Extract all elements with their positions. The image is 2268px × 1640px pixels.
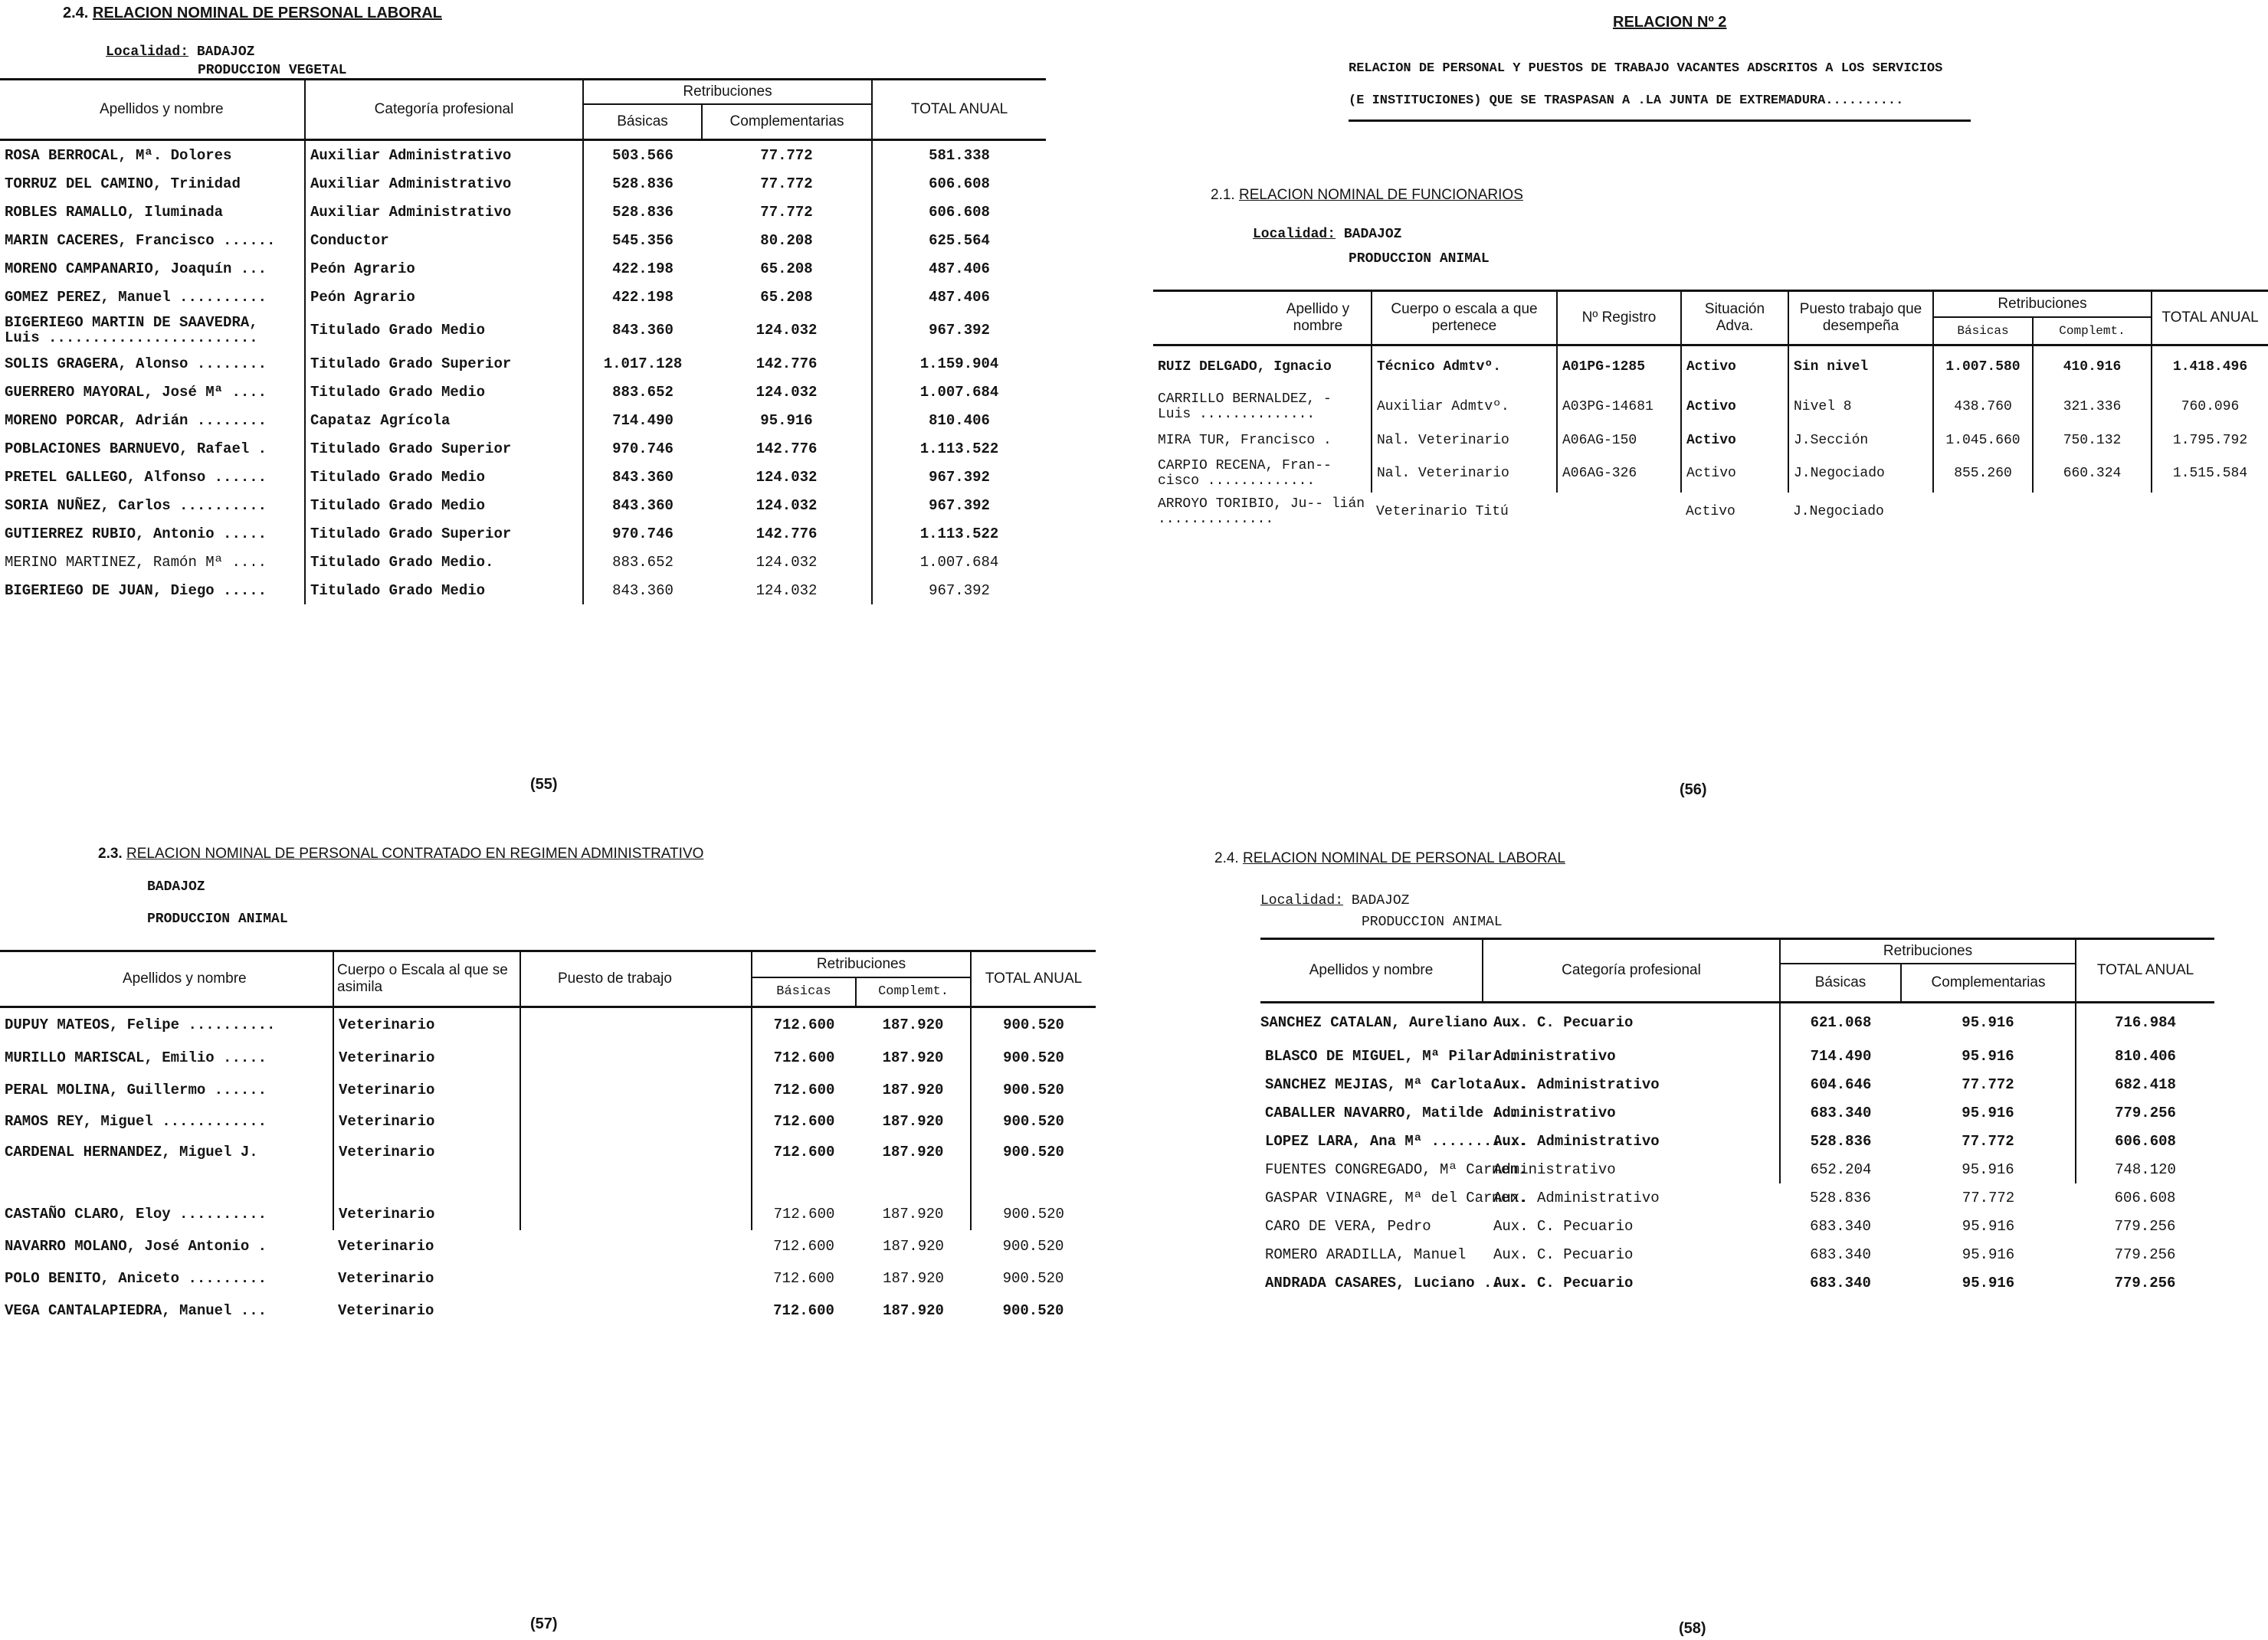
col-cuerpo: Cuerpo o Escala al que se asimila (333, 951, 520, 1007)
table-row: CARPIO RECENA, Fran-- cisco ............. Nal. Veterinario A06AG-326 Activo J.Negociado 855.260 660.324 1.515.584 (1153, 454, 2268, 493)
table-row: NAVARRO MOLANO, José Antonio . Veterinario 712.600 187.920 900.520 (5, 1238, 1064, 1255)
page-number: (56) (1680, 781, 1707, 798)
col-basicas: Básicas (1780, 964, 1901, 1003)
table-row: CARRILLO BERNALDEZ, - Luis .............. Auxiliar Admtvº. A03PG-14681 Activo Nivel 8 438.760 321.336 760.096 (1153, 388, 2268, 426)
locality-line: Localidad: BADAJOZ (1260, 893, 1410, 908)
col-retribuciones: Retribuciones (583, 80, 872, 105)
table-row: DUPUY MATEOS, Felipe .......... Veterinario 712.600 187.920 900.520 (0, 1007, 1096, 1043)
page-number: (55) (530, 776, 558, 793)
table-row: ROMERO ARADILLA, Manuel Aux. C. Pecuario 683.340 95.916 779.256 (1265, 1246, 2176, 1263)
table-row: VEGA CANTALAPIEDRA, Manuel ... Veterinario 712.600 187.920 900.520 (5, 1302, 1064, 1319)
col-total: TOTAL ANUAL (2076, 939, 2214, 1003)
relacion-line-1: RELACION DE PERSONAL Y PUESTOS DE TRABAJO VACANTES ADSCRITOS A LOS SERVICIOS (1349, 61, 1943, 76)
section-heading: 2.1. RELACION NOMINAL DE FUNCIONARIOS (1211, 187, 1523, 203)
col-complem: Complemt. (856, 977, 971, 1007)
divider (1349, 119, 1971, 122)
table-row: LOPEZ LARA, Ana Mª ........... Aux. Administrativo 528.836 77.772 606.608 (1260, 1127, 2214, 1155)
col-cuerpo: Cuerpo o escala a que pertenece (1372, 291, 1557, 345)
table-row: GOMEZ PEREZ, Manuel .......... Peón Agrario 422.198 65.208 487.406 (0, 283, 1046, 311)
col-name: Apellido y nombre (1153, 291, 1372, 345)
table-row: MORENO CAMPANARIO, Joaquín ... Peón Agrario 422.198 65.208 487.406 (0, 254, 1046, 283)
table-row: CABALLER NAVARRO, Matilde .... Administrativo 683.340 95.916 779.256 (1260, 1098, 2214, 1127)
service-line: PRODUCCION ANIMAL (1362, 915, 1503, 930)
table-row: POBLACIONES BARNUEVO, Rafael . Titulado Grado Superior 970.746 142.776 1.113.522 (0, 434, 1046, 463)
col-total: TOTAL ANUAL (2152, 291, 2268, 345)
col-basicas: Básicas (583, 104, 702, 140)
section-heading: 2.3. RELACION NOMINAL DE PERSONAL CONTRATADO EN REGIMEN ADMINISTRATIVO (98, 846, 704, 862)
table-row: RUIZ DELGADO, Ignacio Técnico Admtvº. A01PG-1285 Activo Sin nivel 1.007.580 410.916 1.418.496 (1153, 345, 2268, 388)
col-name: Apellidos y nombre (0, 80, 305, 140)
col-category: Categoría profesional (1483, 939, 1780, 1003)
col-situacion: Situación Adva. (1681, 291, 1788, 345)
col-name: Apellidos y nombre (0, 951, 333, 1007)
col-retribuciones: Retribuciones (752, 951, 971, 978)
service-line: PRODUCCION ANIMAL (1349, 251, 1490, 267)
page-56 (1123, 0, 2259, 820)
page-57 (0, 820, 1123, 1640)
section-heading: 2.4. RELACION NOMINAL DE PERSONAL LABORAL (1214, 850, 1565, 866)
table-row: MORENO PORCAR, Adrián ........ Capataz Agrícola 714.490 95.916 810.406 (0, 406, 1046, 434)
table-row: SORIA NUÑEZ, Carlos .......... Titulado Grado Medio 843.360 124.032 967.392 (0, 491, 1046, 519)
funcionarios-table (1153, 290, 2268, 531)
locality-line: Localidad: BADAJOZ (1253, 227, 1402, 242)
table-row: MERINO MARTINEZ, Ramón Mª .... Titulado Grado Medio. 883.652 124.032 1.007.684 (0, 548, 1046, 576)
locality-line: Localidad: BADAJOZ (106, 44, 255, 60)
table-row: PERAL MOLINA, Guillermo ...... Veterinario 712.600 187.920 900.520 (0, 1074, 1096, 1106)
table-row: MURILLO MARISCAL, Emilio ..... Veterinario 712.600 187.920 900.520 (0, 1042, 1096, 1074)
table-row: CASTAÑO CLARO, Eloy .......... Veterinario 712.600 187.920 900.520 (0, 1198, 1096, 1230)
table-row: CARO DE VERA, Pedro Aux. C. Pecuario 683.340 95.916 779.256 (1265, 1217, 2176, 1235)
relacion-title: RELACION Nº 2 (1613, 14, 1727, 31)
col-retribuciones: Retribuciones (1780, 939, 2076, 964)
col-total: TOTAL ANUAL (971, 951, 1096, 1007)
table-row: ROBLES RAMALLO, Iluminada Auxiliar Administrativo 528.836 77.772 606.608 (0, 198, 1046, 226)
table-row: ANDRADA CASARES, Luciano ..... Aux. C. Pecuario 683.340 95.916 779.256 (1265, 1274, 2176, 1291)
table-row: GUERRERO MAYORAL, José Mª .... Titulado Grado Medio 883.652 124.032 1.007.684 (0, 378, 1046, 406)
table-row: SANCHEZ MEJIAS, Mª Carlota ... Aux. Administrativo 604.646 77.772 682.418 (1260, 1070, 2214, 1098)
table-row: BIGERIEGO MARTIN DE SAAVEDRA, Luis ........................ Titulado Grado Medio 843.360 124.032 967.392 (0, 311, 1046, 349)
table-row: ROSA BERROCAL, Mª. Dolores Auxiliar Administrativo 503.566 77.772 581.338 (0, 140, 1046, 170)
table-row: GUTIERREZ RUBIO, Antonio ..... Titulado Grado Superior 970.746 142.776 1.113.522 (0, 519, 1046, 548)
col-complem: Complemt. (2033, 317, 2152, 345)
page-number: (58) (1679, 1620, 1706, 1637)
col-registro: Nº Registro (1557, 291, 1681, 345)
table-row: POLO BENITO, Aniceto ......... Veterinario 712.600 187.920 900.520 (5, 1270, 1064, 1287)
locality-line: BADAJOZ (147, 879, 205, 895)
table-row: RAMOS REY, Miguel ............ Veterinario 712.600 187.920 900.520 (0, 1106, 1096, 1137)
personal-laboral-table (1260, 938, 2214, 1297)
table-row: MIRA TUR, Francisco . Nal. Veterinario A06AG-150 Activo J.Sección 1.045.660 750.132 1.795.792 (1153, 426, 2268, 454)
table-row: TORRUZ DEL CAMINO, Trinidad Auxiliar Administrativo 528.836 77.772 606.608 (0, 169, 1046, 198)
service-line: PRODUCCION ANIMAL (147, 912, 288, 927)
section-heading: 2.4. RELACION NOMINAL DE PERSONAL LABORAL (63, 5, 442, 21)
table-row: ARROYO TORIBIO, Ju-- lián .............. Veterinario Titú Activo J.Negociado (1158, 496, 1884, 527)
col-retribuciones: Retribuciones (1933, 291, 2152, 318)
col-puesto: Puesto trabajo que desempeña (1788, 291, 1933, 345)
table-row: GASPAR VINAGRE, Mª del Carmen. Aux. Administrativo 528.836 77.772 606.608 (1265, 1189, 2176, 1206)
table-row: MARIN CACERES, Francisco ...... Conductor 545.356 80.208 625.564 (0, 226, 1046, 254)
table-row: FUENTES CONGREGADO, Mª Carmen. Administrativo 652.204 95.916 748.120 (1260, 1155, 2214, 1183)
col-name: Apellidos y nombre (1260, 939, 1483, 1003)
contratado-table (0, 950, 1096, 1327)
col-complementarias: Complementarias (702, 104, 872, 140)
page-55 (0, 0, 1123, 820)
table-row: BIGERIEGO DE JUAN, Diego ..... Titulado Grado Medio 843.360 124.032 967.392 (0, 576, 1046, 604)
service-line: PRODUCCION VEGETAL (198, 63, 347, 78)
col-basicas: Básicas (752, 977, 856, 1007)
table-row: BLASCO DE MIGUEL, Mª Pilar ... Administrativo 714.490 95.916 810.406 (1260, 1042, 2214, 1070)
col-basicas: Básicas (1933, 317, 2033, 345)
table-row: SOLIS GRAGERA, Alonso ........ Titulado Grado Superior 1.017.128 142.776 1.159.904 (0, 349, 1046, 378)
col-puesto: Puesto de trabajo (520, 951, 752, 1007)
page-number: (57) (530, 1615, 558, 1632)
col-category: Categoría profesional (305, 80, 583, 140)
table-row: CARDENAL HERNANDEZ, Miguel J. Veterinario 712.600 187.920 900.520 (0, 1137, 1096, 1167)
table-row: SANCHEZ CATALAN, Aureliano ... Aux. C. Pecuario 621.068 95.916 716.984 (1260, 1003, 2214, 1043)
col-complementarias: Complementarias (1901, 964, 2076, 1003)
table-row: PRETEL GALLEGO, Alfonso ...... Titulado Grado Medio 843.360 124.032 967.392 (0, 463, 1046, 491)
relacion-line-2: (E INSTITUCIONES) QUE SE TRASPASAN A .LA JUNTA DE EXTREMADURA.......... (1349, 93, 1904, 108)
col-total: TOTAL ANUAL (872, 80, 1046, 140)
page-58 (1123, 820, 2245, 1640)
personal-laboral-table (0, 78, 1046, 604)
